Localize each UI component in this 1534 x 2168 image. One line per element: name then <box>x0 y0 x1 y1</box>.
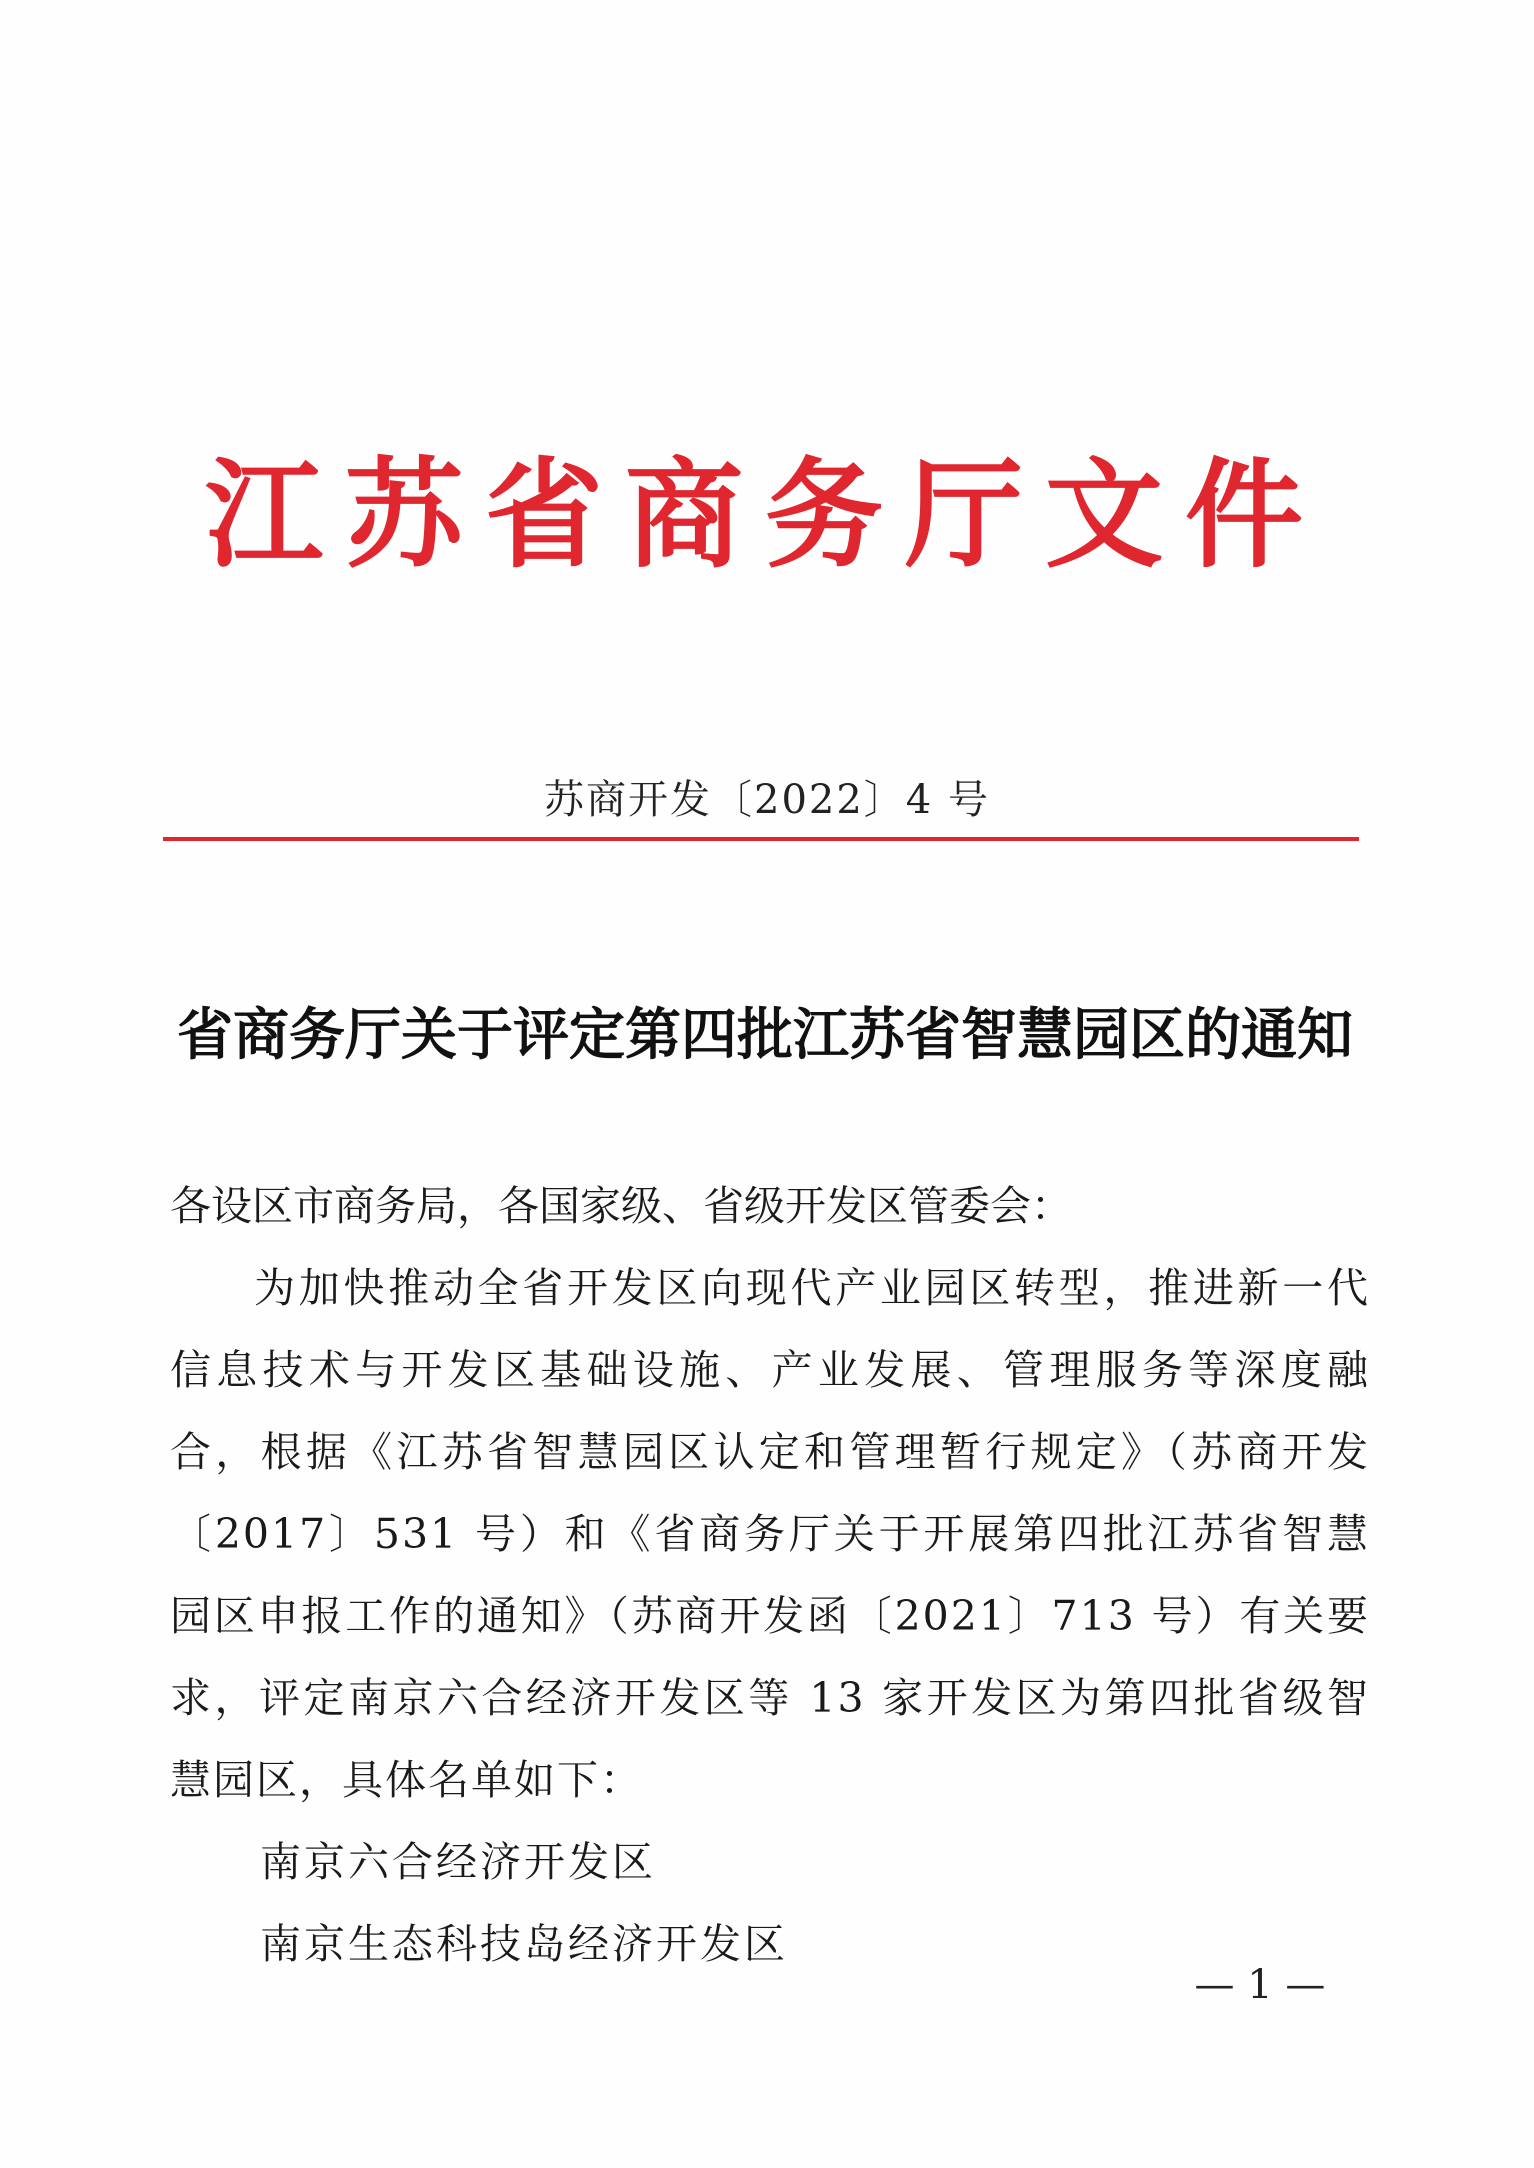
masthead-title: 江苏省商务厅文件 <box>204 446 1325 584</box>
document-number: 苏商开发〔2022〕4 号 <box>544 777 990 823</box>
notice-title: 省商务厅关于评定第四批江苏省智慧园区的通知 <box>177 1002 1353 1068</box>
red-separator-rule <box>163 837 1359 841</box>
list-item: 南京六合经济开发区 <box>260 1838 656 1886</box>
addressee-line: 各设区市商务局，各国家级、省级开发区管委会： <box>170 1182 1072 1230</box>
list-item: 南京生态科技岛经济开发区 <box>260 1920 788 1968</box>
body-paragraph: 为加快推动全省开发区向现代产业园区转型，推进新一代信息技术与开发区基础设施、产业发展、管理服务等深度融合，根据《江苏省智慧园区认定和管理暂行规定》（苏商开发〔2017〕531 号）和《省商务厅关于开展第四批江苏省智慧园区申报工作的通知》（苏商开发函〔2021〕713 号）有关要求，评定南京六合经济开发区等 13 家开发区为第四批省级智慧园区，具体名单如下： <box>170 1264 1370 1804</box>
notice-body <box>170 1165 1370 1985</box>
page-number: — 1 — <box>1194 1962 1326 2008</box>
